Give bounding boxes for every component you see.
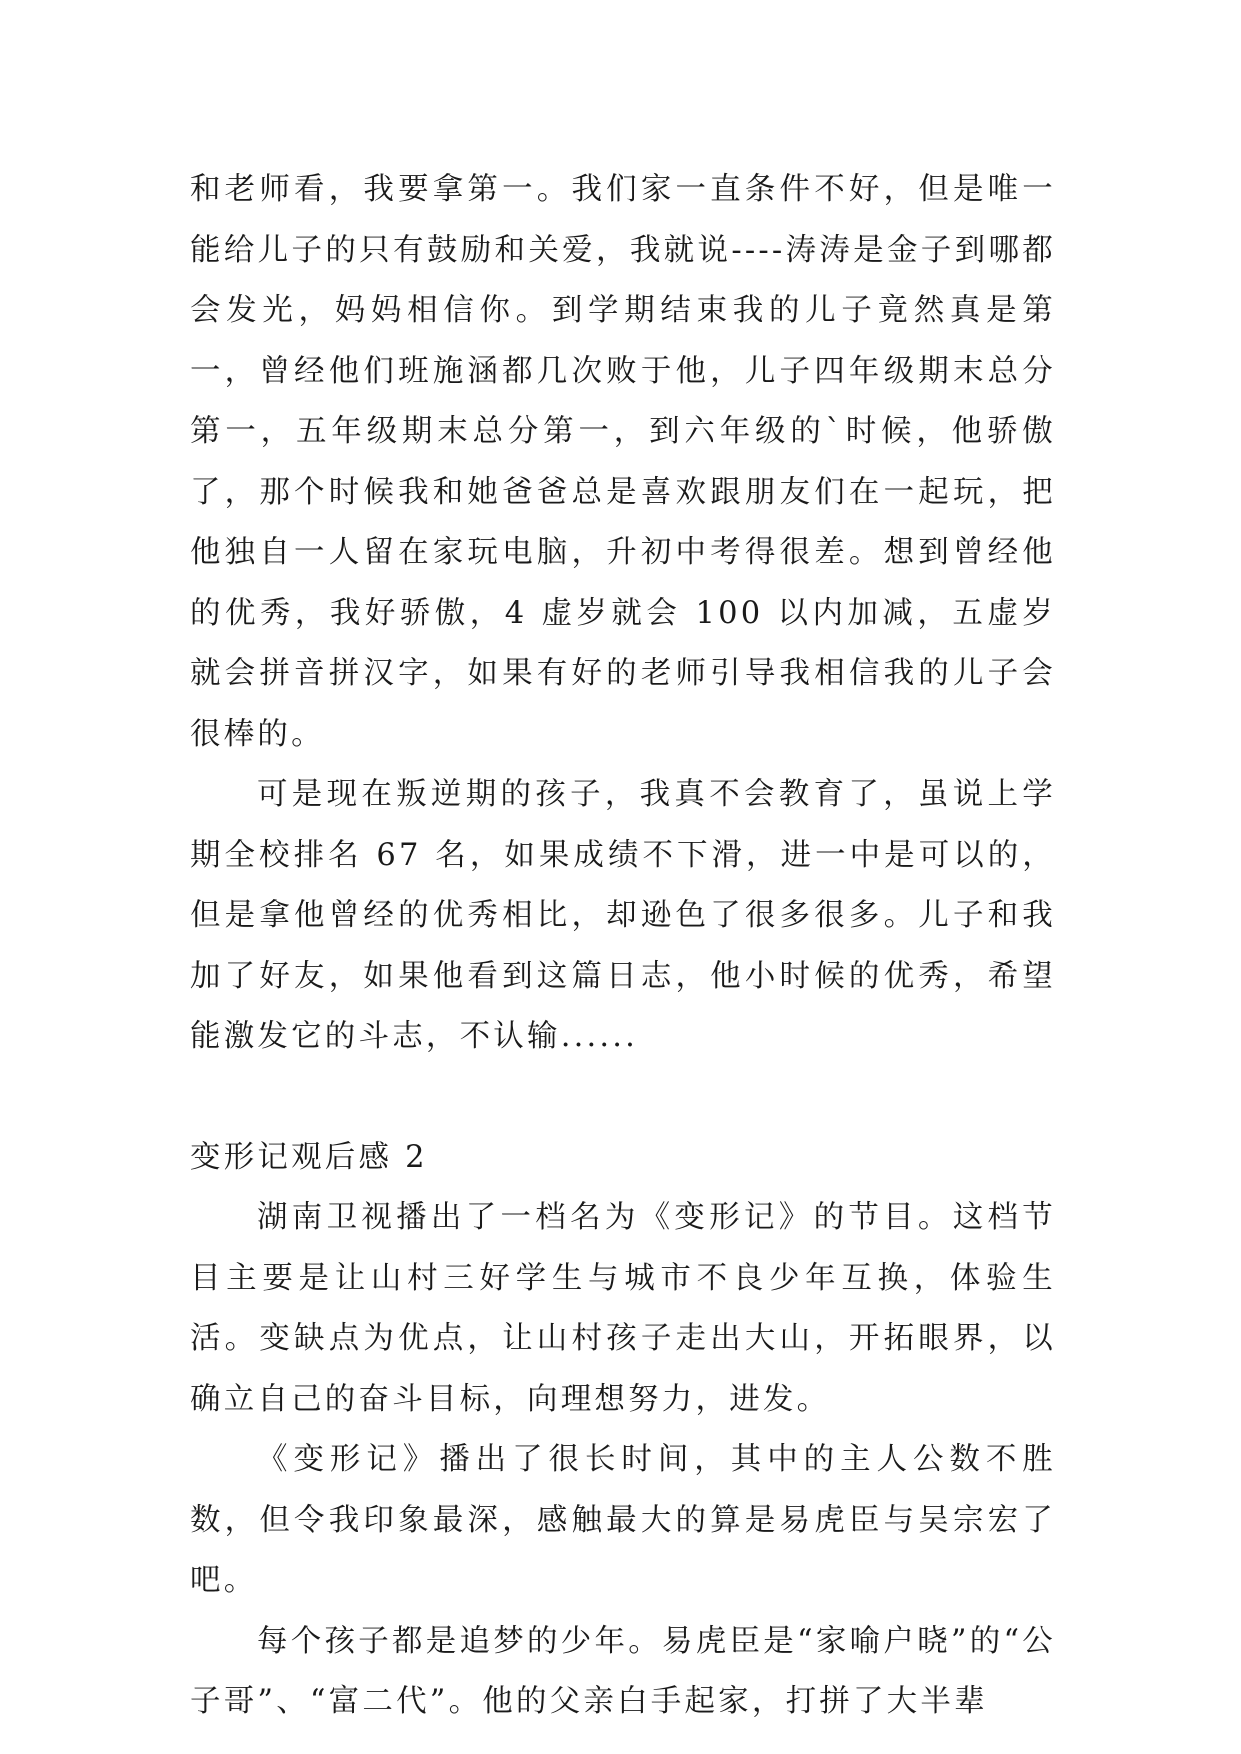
paragraph: 每个孩子都是追梦的少年。易虎臣是“家喻户晓”的“公子哥”、“富二代”。他的父亲白手起家，打拼了大半辈 — [190, 1623, 1056, 1719]
paragraph: 可是现在叛逆期的孩子，我真不会教育了，虽说上学期全校排名 67 名，如果成绩不下滑，进一中是可以的，但是拿他曾经的优秀相比，却逊色了很多很多。儿子和我加了好友，如果他看到这篇日志，他小时候的优秀，希望能激发它的斗志，不认输...... — [190, 777, 1056, 1054]
document-body — [190, 160, 1056, 1733]
paragraph-continued: 和老师看，我要拿第一。我们家一直条件不好，但是唯一能给儿子的只有鼓励和关爱，我就说----涛涛是金子到哪都会发光，妈妈相信你。到学期结束我的儿子竟然真是第一，曾经他们班施涵都几次败于他，儿子四年级期末总分第一，五年级期末总分第一，到六年级的`时候，他骄傲了，那个时候我和她爸爸总是喜欢跟朋友们在一起玩，把他独自一人留在家玩电脑，升初中考得很差。想到曾经他的优秀，我好骄傲，4 虚岁就会 100 以内加减，五虚岁就会拼音拼汉字，如果有好的老师引导我相信我的儿子会很棒的。 — [190, 172, 1056, 752]
paragraph: 《变形记》播出了很长时间，其中的主人公数不胜数，但令我印象最深，感触最大的算是易虎臣与吴宗宏了吧。 — [190, 1442, 1056, 1598]
paragraph: 湖南卫视播出了一档名为《变形记》的节目。这档节目主要是让山村三好学生与城市不良少年互换，体验生活。变缺点为优点，让山村孩子走出大山，开拓眼界，以确立自己的奋斗目标，向理想努力，进发。 — [190, 1200, 1056, 1417]
section-heading: 变形记观后感 2 — [190, 1139, 428, 1175]
